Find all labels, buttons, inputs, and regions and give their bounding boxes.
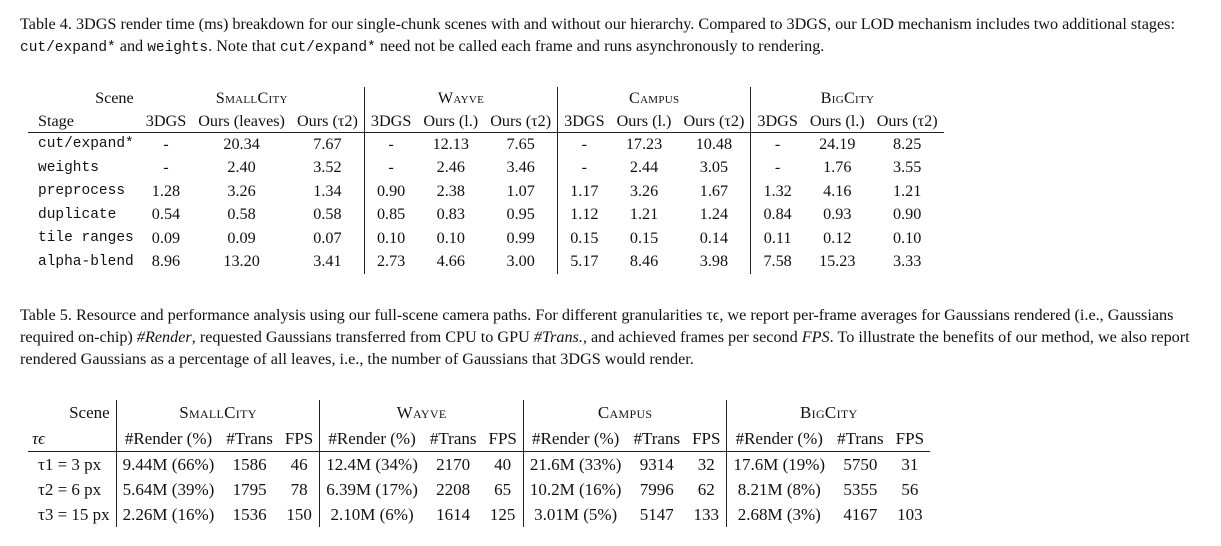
table-cell: 1614 — [436, 504, 471, 524]
table-cell: 4.16 — [823, 181, 852, 200]
scene-header: Campus — [558, 87, 751, 111]
table-cell: 7996 — [639, 479, 674, 499]
table-cell: - — [163, 134, 169, 153]
table-cell: 0.11 — [751, 227, 804, 251]
table-cell: 5750 — [843, 454, 878, 474]
table-cell: 0.12 — [823, 228, 852, 247]
scene-header: BigCity — [751, 87, 944, 111]
table-row — [28, 477, 930, 502]
caption-text: . To illustrate the benefits of our method, we also report rendered Gaussians as a percentage of all leaves, i.e., the number of Gaussians that 3DGS would render. — [20, 328, 1190, 368]
table-cell: 0.84 — [751, 203, 804, 227]
column-header: 3DGS — [558, 111, 611, 133]
table-cell: 3.55 — [892, 158, 922, 177]
table-cell: 150 — [286, 504, 312, 524]
table-cell: 10.48 — [695, 134, 733, 153]
table-cell: 103 — [897, 504, 923, 524]
column-header: Ours (τ2) — [871, 111, 944, 133]
table-cell: 31 — [901, 454, 919, 474]
column-header: #Trans — [627, 426, 686, 452]
table-cell: 7.65 — [506, 134, 535, 153]
table-cell: 4.66 — [436, 252, 465, 271]
table-cell: 5147 — [639, 504, 674, 524]
table-cell: 0.58 — [227, 205, 256, 224]
caption-text: , and achieved frames per second — [582, 328, 802, 346]
caption-emph: FPS — [801, 328, 830, 346]
column-header: FPS — [482, 426, 523, 452]
table-cell: 8.21M (8%) — [727, 477, 831, 502]
caption-code: cut/expand* — [280, 40, 376, 56]
table-cell: 3.01M (5%) — [523, 502, 627, 527]
stage-name: duplicate — [38, 206, 117, 223]
table-cell: 3.52 — [313, 158, 342, 177]
table-cell: 6.39M (17%) — [320, 477, 424, 502]
table-cell: 0.99 — [506, 228, 535, 247]
table-cell: 1795 — [232, 479, 267, 499]
stage-name: tile ranges — [38, 230, 134, 247]
table-cell: 0.10 — [364, 227, 417, 251]
column-header: FPS — [279, 426, 320, 452]
column-header: Ours (l.) — [804, 111, 871, 133]
column-header: #Render (%) — [116, 426, 220, 452]
table-cell: 8.96 — [151, 252, 181, 271]
table-cell: 1.76 — [823, 158, 852, 177]
caption-text: Table 4. 3DGS render time (ms) breakdown for our single-chunk scenes with and without our hierarchy. Compared to 3DGS, our LOD mechanism includes two additional stages: — [20, 15, 1175, 33]
table-cell: 12.4M (34%) — [320, 452, 424, 478]
column-header: #Trans — [424, 426, 483, 452]
table-cell: 12.13 — [432, 134, 469, 153]
table-cell: 4167 — [843, 504, 878, 524]
column-header: Ours (τ2) — [677, 111, 750, 133]
table-cell: - — [364, 132, 417, 156]
table-cell: 133 — [693, 504, 720, 524]
table-cell: 3.26 — [227, 181, 256, 200]
table-cell: 1536 — [232, 504, 267, 524]
caption-code: weights — [147, 40, 209, 56]
table-cell: 40 — [494, 454, 512, 474]
table-row — [28, 250, 944, 274]
table-cell: 0.95 — [506, 205, 535, 224]
table-cell: 56 — [901, 479, 919, 499]
table-row — [28, 502, 930, 527]
table-cell: 5355 — [843, 479, 878, 499]
table4-caption — [20, 13, 1200, 59]
table-cell: 15.23 — [819, 252, 856, 271]
column-header: 3DGS — [751, 111, 804, 133]
table-cell: 0.83 — [436, 205, 465, 224]
column-header: Ours (l.) — [417, 111, 484, 133]
table-cell: 3.00 — [506, 252, 535, 271]
table-cell: 1.12 — [558, 203, 611, 227]
table-cell: 1.21 — [892, 181, 922, 200]
column-header: FPS — [890, 426, 930, 452]
table4 — [28, 87, 944, 274]
table-cell: 1.24 — [699, 205, 729, 224]
table-cell: 0.58 — [313, 205, 342, 224]
caption-code: cut/expand* — [20, 40, 116, 56]
table-cell: 62 — [697, 479, 715, 499]
column-header: Ours (τ2) — [484, 111, 557, 133]
table-cell: 21.6M (33%) — [523, 452, 627, 478]
table-row — [28, 180, 944, 204]
table-cell: 1.17 — [558, 180, 611, 204]
table-cell: 10.2M (16%) — [523, 477, 627, 502]
table-row — [28, 156, 944, 180]
table-cell: 0.10 — [892, 228, 922, 247]
stage-name: weights — [38, 159, 99, 176]
table-cell: 9.44M (66%) — [116, 452, 220, 478]
caption-emph: #Render — [136, 328, 192, 346]
table-cell: 9314 — [639, 454, 674, 474]
table-cell: 0.09 — [151, 228, 181, 247]
column-header: Ours (leaves) — [192, 111, 291, 133]
table-cell: - — [558, 156, 611, 180]
table-cell: 8.46 — [629, 252, 659, 271]
tau-value: τ1 = 3 px — [38, 454, 102, 474]
table-cell: 17.6M (19%) — [727, 452, 831, 478]
table-cell: 0.93 — [823, 205, 852, 224]
caption-text: need not be called each frame and runs asynchronously to rendering. — [375, 37, 825, 55]
table-cell: 5.64M (39%) — [116, 477, 220, 502]
scene-header: SmallCity — [215, 89, 288, 108]
caption-text: . Note that — [208, 37, 281, 55]
table-cell: 1.28 — [151, 181, 181, 200]
stage-name: alpha-blend — [38, 253, 134, 270]
table-cell: 2208 — [436, 479, 471, 499]
table-cell: 0.90 — [892, 205, 922, 224]
table-cell: - — [558, 132, 611, 156]
scene-header: Wayve — [320, 400, 524, 426]
table-cell: 0.10 — [436, 228, 465, 247]
table-cell: 32 — [697, 454, 715, 474]
table-cell: 20.34 — [223, 134, 260, 153]
scene-header: BigCity — [727, 400, 930, 426]
table-cell: 24.19 — [819, 134, 856, 153]
stage-label: Stage — [28, 111, 140, 133]
table-cell: 3.26 — [629, 181, 659, 200]
table-cell: 5.17 — [558, 250, 611, 274]
table-cell: 125 — [489, 504, 516, 524]
table-cell: 3.05 — [699, 158, 729, 177]
table-cell: 3.41 — [313, 252, 342, 271]
table-cell: 0.14 — [699, 228, 729, 247]
table-cell: 1586 — [232, 454, 267, 474]
table-cell: 3.33 — [892, 252, 922, 271]
column-header: #Render (%) — [320, 426, 424, 452]
scene-label: Scene — [69, 403, 110, 422]
table-cell: 78 — [290, 479, 308, 499]
table-cell: 46 — [290, 454, 308, 474]
column-header: #Trans — [220, 426, 279, 452]
table-cell: 0.07 — [313, 228, 342, 247]
table-cell: - — [751, 156, 804, 180]
column-header: #Render (%) — [727, 426, 831, 452]
column-header: Ours (l.) — [611, 111, 678, 133]
table-cell: 2.44 — [629, 158, 659, 177]
caption-text: and — [115, 37, 148, 55]
table-row — [28, 452, 930, 478]
caption-text: , requested Gaussians transferred from CPU to GPU — [191, 328, 534, 346]
column-header: #Render (%) — [523, 426, 627, 452]
scene-header: Campus — [523, 400, 727, 426]
table-cell: 17.23 — [625, 134, 663, 153]
table-cell: 2.73 — [364, 250, 417, 274]
table-row — [28, 227, 944, 251]
table-cell: 2.46 — [436, 158, 465, 177]
table-cell: 1.67 — [699, 181, 729, 200]
caption-emph: #Trans. — [533, 328, 583, 346]
table-cell: 2.10M (6%) — [320, 502, 424, 527]
table-cell: 2.26M (16%) — [116, 502, 220, 527]
table-cell: 3.98 — [699, 252, 729, 271]
table-cell: 0.09 — [227, 228, 256, 247]
column-header: #Trans — [831, 426, 890, 452]
table-cell: 7.67 — [313, 134, 342, 153]
table-cell: 0.54 — [151, 205, 181, 224]
table-cell: 13.20 — [223, 252, 260, 271]
scene-label: Scene — [95, 89, 134, 108]
caption-text: Table 5. Resource and performance analysis using our full-scene camera paths. For different granularities τϵ, we report per-frame averages for Gaussians rendered (i.e., Gaussians required on-chip) — [20, 306, 1174, 346]
table5-caption — [20, 304, 1200, 370]
table-cell: 65 — [494, 479, 512, 499]
table-cell: 7.58 — [751, 250, 804, 274]
table-cell: 0.90 — [364, 180, 417, 204]
table-cell: - — [364, 156, 417, 180]
table-cell: 0.85 — [364, 203, 417, 227]
table-cell: 2.38 — [436, 181, 465, 200]
tau-label: τϵ — [28, 426, 116, 452]
table-row — [28, 132, 944, 156]
table-cell: 1.21 — [629, 205, 659, 224]
column-header: FPS — [686, 426, 727, 452]
column-header: Ours (τ2) — [291, 111, 364, 133]
table-cell: 2170 — [436, 454, 471, 474]
table-cell: 0.15 — [629, 228, 659, 247]
table-cell: 1.32 — [751, 180, 804, 204]
table-cell: 8.25 — [892, 134, 922, 153]
table-cell: - — [163, 158, 169, 177]
column-header: 3DGS — [140, 111, 192, 133]
table-cell: 0.15 — [558, 227, 611, 251]
tau-value: τ3 = 15 px — [38, 504, 110, 524]
table5 — [28, 400, 930, 527]
table-cell: 3.46 — [506, 158, 535, 177]
table-cell: 1.34 — [313, 181, 342, 200]
stage-name: cut/expand* — [38, 136, 134, 153]
stage-name: preprocess — [38, 183, 126, 200]
table-cell: 2.40 — [227, 158, 256, 177]
tau-value: τ2 = 6 px — [38, 479, 102, 499]
scene-header: SmallCity — [116, 400, 320, 426]
table-row — [28, 203, 944, 227]
table-cell: - — [751, 132, 804, 156]
table-cell: 1.07 — [506, 181, 535, 200]
scene-header: Wayve — [364, 87, 557, 111]
table-cell: 2.68M (3%) — [727, 502, 831, 527]
column-header: 3DGS — [364, 111, 417, 133]
